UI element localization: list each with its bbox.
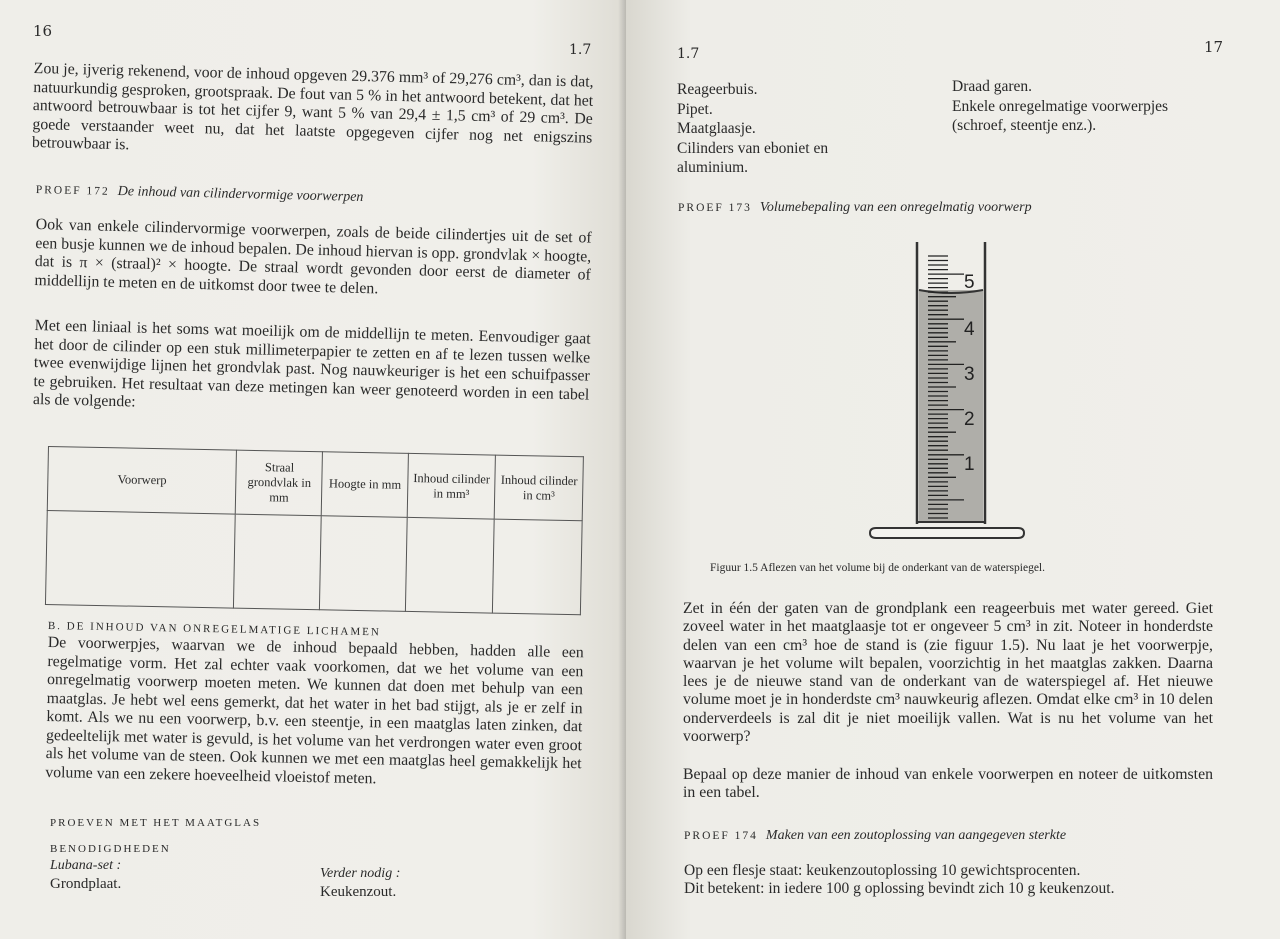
scale-number: 4 [964, 319, 975, 340]
scale-number: 3 [964, 364, 975, 385]
graduated-cylinder-figure [866, 236, 1036, 542]
proef-172-title: De inhoud van cilindervormige voorwerpen [117, 184, 364, 206]
page-number: 17 [1204, 38, 1224, 56]
table-cell [493, 519, 582, 615]
proef-172-paragraph-2: Met een liniaal is het soms wat moeilijk om de middellijn te meten. Eenvoudiger gaat het door de cilinder op een stuk millimeterpapier te zetten en af te lezen tussen welke twee evenwijdige lijnen het grondvlak past. Nog nauwkeuriger is het een schuifpasser te gebruiken. Het resultaat van deze metingen kan weer genoteerd worden in een tabel als de volgende: [32, 317, 591, 411]
proef-174-line-2: Dit betekent: in iedere 100 g oplossing bevindt zich 10 g keukenzout. [684, 880, 1115, 897]
table-header-cell: Inhoud cilinder in mm³ [407, 453, 496, 519]
scale-number: 1 [964, 454, 975, 475]
table-header-cell: Voorwerp [47, 447, 237, 515]
lubana-item: Grondplaat. [50, 876, 122, 892]
right-page [626, 0, 1280, 939]
proef-174-title: Maken van een zoutoplossing van aangegeven sterkte [765, 828, 1067, 843]
proeven-heading: PROEVEN MET HET MAATGLAS [50, 817, 262, 829]
proef-173-title: Volumebepaling van een onregelmatig voorwerp [759, 200, 1032, 215]
list-item: Draad garen. [952, 78, 1033, 95]
materials-list-2 [952, 77, 1252, 136]
section-reference: 1.7 [677, 46, 700, 62]
proef-174-heading [684, 828, 1066, 844]
table-row [45, 510, 582, 614]
section-b-paragraph: De voorwerpjes, waarvan we de inhoud bepaald hebben, hadden alle een regelmatige vorm. Het zal echter vaak voorkomen, dat we het volume van een onregelmatig voorwerp moeten meten. We kunnen dat doen met behulp van een maatglas. Je hebt wel eens gemerkt, dat het water in het bad stijgt, als je er zelf in komt. Als we nu een voorwerp, b.v. een steentje, in een maatglas laten zinken, dat gedeeltelijk met water is gevuld, is het volume van het verdrongen water even groot als het volume van de steen. Ook kunnen we met een maatglas heel gemakkelijk het volume van een zekere hoeveelheid vloeistof meten. [45, 634, 584, 787]
table-cell [234, 514, 322, 610]
table-header-cell: Inhoud cilinder in cm³ [495, 455, 584, 521]
table-header-cell: Hoogte in mm [322, 452, 409, 518]
materials-list-1 [677, 80, 937, 178]
table-header-cell: Straal grondvlak in mm [236, 450, 323, 516]
verder-label: Verder nodig : [320, 866, 401, 881]
cylinder-base [870, 528, 1024, 538]
list-item: Enkele onregelmatige voorwerpjes [952, 97, 1169, 115]
scale-number: 2 [964, 409, 975, 430]
measurement-table [45, 446, 584, 615]
proef-172-heading [36, 182, 364, 206]
scale-number: 5 [964, 272, 975, 293]
table-cell [320, 516, 407, 612]
lubana-label: Lubana-set : [50, 858, 122, 873]
figure-caption: Figuur 1.5 Aflezen van het volume bij de onderkant van de waterspiegel. [710, 562, 1045, 574]
section-b-heading: B. DE INHOUD VAN ONREGELMATIGE LICHAMEN [47, 620, 381, 639]
list-item: Pipet. [677, 100, 713, 118]
table-cell [45, 510, 235, 608]
benodigdheden-heading: BENODIGDHEDEN [50, 843, 171, 855]
proef-173-label: PROEF 173 [678, 202, 752, 214]
list-item: Cilinders van eboniet en [677, 139, 829, 157]
table-header-row [47, 447, 583, 521]
list-item: aluminium. [677, 159, 749, 176]
section-reference: 1.7 [569, 42, 592, 58]
proef-173-heading [678, 200, 1032, 216]
list-item: Reageerbuis. [677, 81, 758, 98]
proef-173-paragraph-2: Bepaal op deze manier de inhoud van enkele voorwerpen en noteer de uitkomsten in een tabel. [683, 766, 1213, 802]
page-number: 16 [33, 22, 53, 40]
list-item: Maatglaasje. [677, 120, 756, 137]
left-page [0, 0, 626, 939]
table-cell [405, 517, 494, 613]
intro-paragraph: Zou je, ijverig rekenend, voor de inhoud opgeven 29.376 mm³ of 29,276 cm³, dan is dat, natuurkundig gesproken, grootspraak. De fout van 5 % in het antwoord betekent, dat het antwoord betrouwbaar is tot het cijfer 9, want 5 % van 29,4 ± 1,5 cm³ of 29 cm³. De goede verstaander weet nu, dat het laatste opgegeven cijfer nog net enigszins betrouwbaar is. [31, 60, 594, 154]
verder-item: Keukenzout. [320, 884, 397, 900]
proef-172-label: PROEF 172 [35, 183, 110, 198]
list-item: (schroef, steentje enz.). [952, 117, 1097, 134]
proef-174-line-1: Op een flesje staat: keukenzoutoplossing 10 gewichtsprocenten. [684, 862, 1081, 879]
proef-173-paragraph-1: Zet in één der gaten van de grondplank een reageerbuis met water gereed. Giet zoveel water in het maatglaasje tot er ongeveer 5 cm³ in zit. Noteer in honderdste delen van een cm³ hoe de stand is (zie figuur 1.5). Nu laat je het voorwerpje, waarvan je het volume wilt bepalen, voorzichtig in het maatglas zakken. Daarna lees je de nieuwe stand van de onderkant van de waterspiegel af. Het nieuwe volume moet je in honderdste cm³ nauwkeurig aflezen. Omdat elke cm³ in 10 delen onderverdeels is zal dit je niet moeilijk vallen. Wat is nu het volume van het voorwerp? [683, 600, 1213, 746]
proef-174-label: PROEF 174 [684, 830, 758, 842]
proef-172-paragraph-1: Ook van enkele cilindervormige voorwerpen, zoals de beide cilindertjes uit de set of een busje kunnen we de inhoud bepalen. De inhoud hiervan is opp. grondvlak × hoogte, dat is π × (straal)² × hoogte. De straal wordt gevonden door eerst de diameter of middellijn te meten en de uitkomst door twee te delen. [34, 216, 592, 297]
